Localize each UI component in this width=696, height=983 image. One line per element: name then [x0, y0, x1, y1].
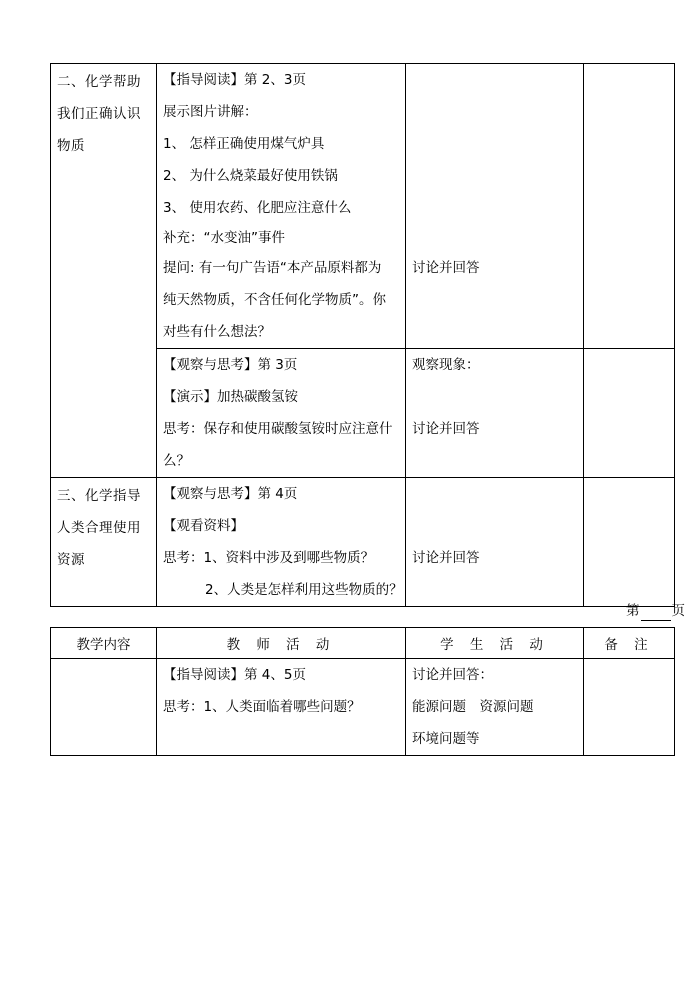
teacher-line: 【观察与思考】第 3页	[163, 357, 298, 373]
student-activity-cell	[406, 349, 584, 478]
student-line: 能源问题 资源问题	[412, 699, 534, 715]
student-activity-cell	[406, 478, 584, 607]
section-title: 三、化学指导人类合理使用资源	[57, 488, 141, 568]
page-number	[626, 601, 685, 621]
student-line: 讨论并回答：	[412, 667, 493, 683]
teacher-line: 补充：“水变油”事件	[163, 230, 285, 246]
section-cell	[51, 659, 157, 756]
teacher-activity-cell	[157, 349, 406, 478]
page-number-prefix: 第	[626, 603, 640, 619]
notes-cell	[584, 64, 675, 349]
student-line: 讨论并回答	[412, 260, 480, 276]
teacher-line: 纯天然物质，不含任何化学物质”。你	[163, 292, 386, 308]
teacher-activity-cell	[157, 64, 406, 349]
teacher-line: 对些有什么想法？	[163, 324, 271, 340]
teacher-line: 【指导阅读】第 2、3页	[163, 72, 306, 88]
teacher-line: 2、 为什么烧菜最好使用铁锅	[163, 168, 338, 184]
teacher-line: 2、人类是怎样利用这些物质的？	[205, 582, 403, 598]
teacher-activity-cell	[157, 478, 406, 607]
student-line: 环境问题等	[412, 731, 480, 747]
teacher-line: 么？	[163, 453, 190, 469]
teacher-line: 思考：保存和使用碳酸氢铵时应注意什	[163, 421, 393, 437]
teacher-line: 思考：1、人类面临着哪些问题？	[163, 699, 361, 715]
student-line: 讨论并回答	[412, 421, 480, 437]
teacher-activity-cell	[157, 659, 406, 756]
table-header-row	[51, 628, 675, 659]
teacher-line: 【观看资料】	[163, 518, 244, 534]
header-teacher-activity: 教 师 活 动	[157, 628, 406, 659]
student-line: 观察现象：	[412, 357, 480, 373]
student-line: 讨论并回答	[412, 550, 480, 566]
notes-cell	[584, 478, 675, 607]
header-notes: 备 注	[584, 628, 675, 659]
teacher-line: 3、 使用农药、化肥应注意什么	[163, 200, 352, 216]
lesson-table-continued	[50, 63, 675, 607]
section-cell	[51, 478, 157, 607]
teacher-line: 【演示】加热碳酸氢铵	[163, 389, 298, 405]
section-title: 二、化学帮助我们正确认识物质	[57, 74, 141, 154]
teacher-line: 【观察与思考】第 4页	[163, 486, 298, 502]
teacher-line: 提问: 有一句广告语“本产品原料都为	[163, 260, 382, 276]
teacher-line: 思考：1、资料中涉及到哪些物质？	[163, 550, 375, 566]
page-number-blank	[641, 606, 671, 621]
notes-cell	[584, 349, 675, 478]
section-cell	[51, 64, 157, 478]
student-activity-cell	[406, 64, 584, 349]
student-activity-cell	[406, 659, 584, 756]
teacher-line: 【指导阅读】第 4、5页	[163, 667, 306, 683]
header-student-activity: 学 生 活 动	[406, 628, 584, 659]
header-teaching-content: 教学内容	[51, 628, 157, 659]
notes-cell	[584, 659, 675, 756]
table-row	[51, 478, 675, 607]
lesson-table	[50, 627, 675, 756]
page-number-suffix: 页	[671, 603, 685, 619]
teacher-line: 展示图片讲解：	[163, 104, 258, 120]
teacher-line: 1、 怎样正确使用煤气炉具	[163, 136, 325, 152]
table-row	[51, 659, 675, 756]
table-row	[51, 64, 675, 349]
